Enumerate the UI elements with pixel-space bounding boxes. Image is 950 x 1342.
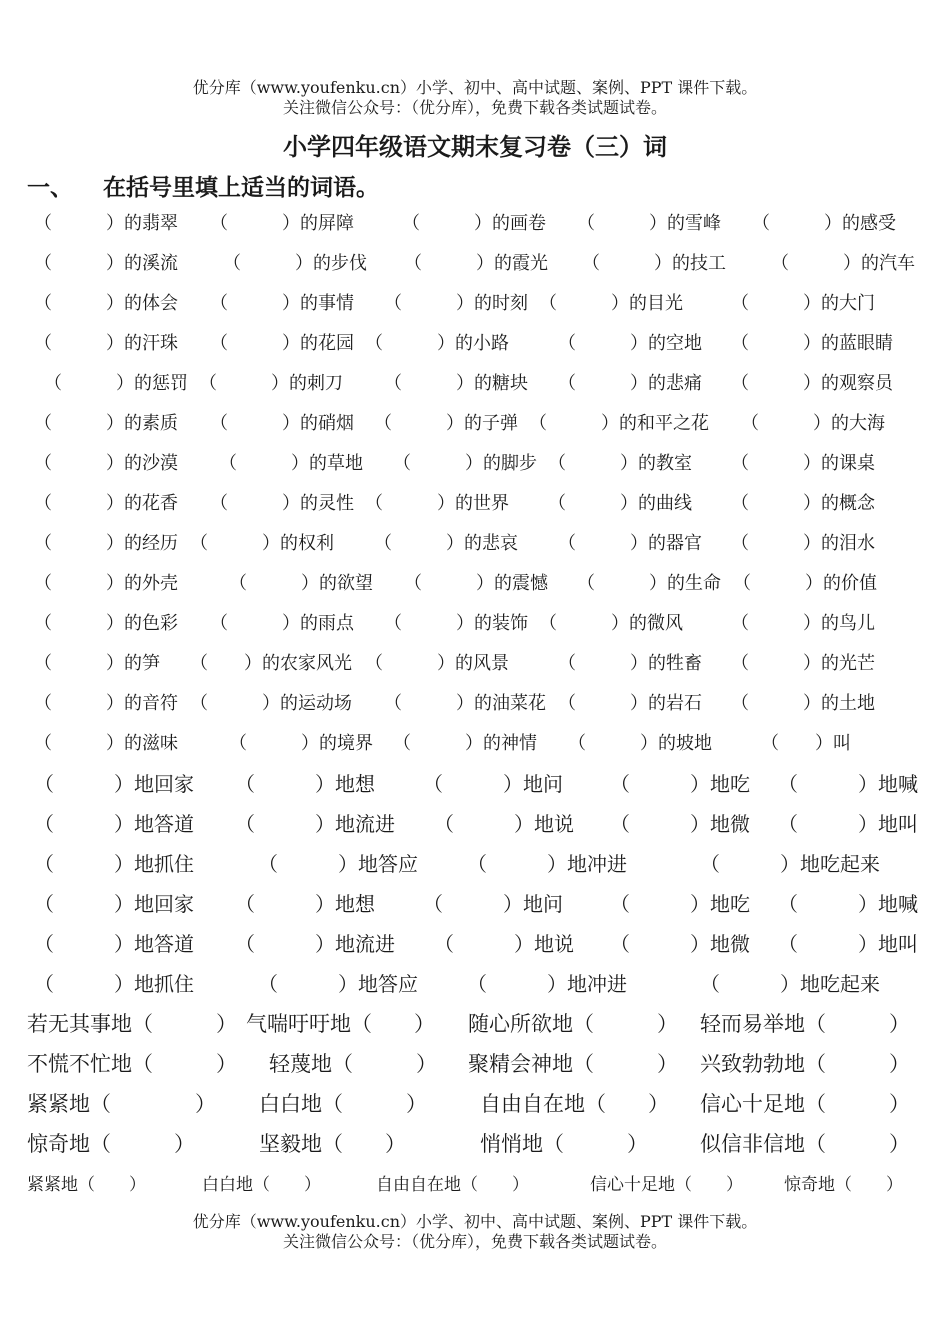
fill-blank-item[interactable]: （ ）的翡翠 xyxy=(34,213,178,234)
fill-blank-item[interactable]: （ ）的教室 xyxy=(548,453,692,474)
fill-blank-item[interactable]: （ ）的岩石 xyxy=(558,693,702,714)
fill-blank-item[interactable]: 信心十足地（ ） xyxy=(700,1092,910,1116)
fill-blank-item[interactable]: （ ）的事情 xyxy=(210,293,354,314)
footer-line-1: 优分库（www.youfenku.cn）小学、初中、高中试题、案例、PPT 课件下载。 xyxy=(192,1212,758,1231)
exercise-row xyxy=(0,1009,950,1039)
fill-blank-item[interactable]: （ ）的土地 xyxy=(731,693,875,714)
fill-blank-item[interactable]: 轻蔑地（ ） xyxy=(269,1052,437,1076)
fill-blank-item[interactable]: （ ）的世界 xyxy=(365,493,509,514)
fill-blank-item[interactable]: （ ）的欲望 xyxy=(229,573,373,594)
fill-blank-item[interactable]: 白白地（ ） xyxy=(202,1175,321,1195)
fill-blank-item[interactable]: （ ）地问 xyxy=(423,892,563,916)
fill-blank-item[interactable]: （ ）地喊 xyxy=(778,772,918,796)
fill-blank-item[interactable]: （ ）地想 xyxy=(235,892,375,916)
exercise-row xyxy=(0,449,950,479)
fill-blank-item[interactable]: 自由自在地（ ） xyxy=(480,1092,669,1116)
exercise-row xyxy=(0,769,950,799)
fill-blank-item[interactable]: （ ）地答道 xyxy=(34,932,194,956)
fill-blank-item[interactable]: （ ）的感受 xyxy=(752,213,896,234)
exercise-row xyxy=(0,409,950,439)
fill-blank-item[interactable]: （ ）的牲畜 xyxy=(558,653,702,674)
fill-blank-item[interactable]: （ ）地吃起来 xyxy=(700,972,880,996)
fill-blank-item[interactable]: （ ）的体会 xyxy=(34,293,178,314)
fill-blank-item[interactable]: （ ）的坡地 xyxy=(568,733,712,754)
fill-blank-item[interactable]: （ ）地流进 xyxy=(235,812,395,836)
fill-blank-item[interactable]: （ ）的屏障 xyxy=(210,213,354,234)
exercise-row xyxy=(0,809,950,839)
exercise-row xyxy=(0,1170,950,1200)
exercise-row xyxy=(0,969,950,999)
section-label: 在括号里填上适当的词语。 xyxy=(103,174,379,201)
fill-blank-item[interactable]: （ ）的脚步 xyxy=(393,453,537,474)
fill-blank-item[interactable]: 随心所欲地（ ） xyxy=(468,1012,678,1036)
fill-blank-item[interactable]: （ ）地喊 xyxy=(778,892,918,916)
fill-blank-item[interactable]: （ ）地吃 xyxy=(610,892,750,916)
fill-blank-item[interactable]: 若无其事地（ ） xyxy=(27,1012,237,1036)
exercise-row xyxy=(0,689,950,719)
fill-blank-item[interactable]: 紧紧地（ ） xyxy=(27,1092,216,1116)
fill-blank-item[interactable]: （ ）的步伐 xyxy=(223,253,367,274)
fill-blank-item[interactable]: （ ）的色彩 xyxy=(34,613,178,634)
fill-blank-item[interactable]: 轻而易举地（ ） xyxy=(700,1012,910,1036)
fill-blank-item[interactable]: （ ）地吃 xyxy=(610,772,750,796)
fill-blank-item[interactable]: （ ）的鸟儿 xyxy=(731,613,875,634)
fill-blank-item[interactable]: 惊奇地（ ） xyxy=(27,1132,195,1156)
exercise-row xyxy=(0,929,950,959)
fill-blank-item[interactable]: （ ）的价值 xyxy=(733,573,877,594)
fill-blank-item[interactable]: （ ）的时刻 xyxy=(384,293,528,314)
exercise-row xyxy=(0,649,950,679)
fill-blank-item[interactable]: （ ）的外壳 xyxy=(34,573,178,594)
fill-blank-item[interactable]: 坚毅地（ ） xyxy=(259,1132,406,1156)
fill-blank-item[interactable]: （ ）地流进 xyxy=(235,932,395,956)
fill-blank-item[interactable]: （ ）的装饰 xyxy=(384,613,528,634)
fill-blank-item[interactable]: （ ）的目光 xyxy=(539,293,683,314)
fill-blank-item[interactable]: （ ）的沙漠 xyxy=(34,453,178,474)
fill-blank-item[interactable]: （ ）的技工 xyxy=(582,253,726,274)
fill-blank-item[interactable]: （ ）的雨点 xyxy=(210,613,354,634)
exercise-row xyxy=(0,849,950,879)
fill-blank-item[interactable]: （ ）的花香 xyxy=(34,493,178,514)
exercise-row xyxy=(0,289,950,319)
fill-blank-item[interactable]: （ ）的刺刀 xyxy=(199,373,343,394)
fill-blank-item[interactable]: 悄悄地（ ） xyxy=(480,1132,648,1156)
fill-blank-item[interactable]: （ ）地说 xyxy=(434,932,574,956)
fill-blank-item[interactable]: （ ）的音符 xyxy=(34,693,178,714)
fill-blank-item[interactable]: （ ）地抓住 xyxy=(34,852,194,876)
fill-blank-item[interactable]: （ ）地答道 xyxy=(34,812,194,836)
fill-blank-item[interactable]: （ ）的经历 xyxy=(34,533,178,554)
fill-blank-item[interactable]: （ ）的和平之花 xyxy=(529,413,709,434)
exercise-row xyxy=(0,1049,950,1079)
fill-blank-item[interactable]: （ ）的大门 xyxy=(731,293,875,314)
header-line-2: 关注微信公众号：（优分库），免费下载各类试题试卷。 xyxy=(282,98,667,117)
fill-blank-item[interactable]: 惊奇地（ ） xyxy=(784,1175,903,1195)
fill-blank-item[interactable]: （ ）的观察员 xyxy=(731,373,893,394)
fill-blank-item[interactable]: （ ）的惩罚 xyxy=(44,373,188,394)
fill-blank-item[interactable]: （ ）的震憾 xyxy=(404,573,548,594)
fill-blank-item[interactable]: （ ）地说 xyxy=(434,812,574,836)
page-title: 小学四年级语文期末复习卷（三）词 xyxy=(283,132,667,161)
fill-blank-item[interactable]: 自由自在地（ ） xyxy=(376,1175,529,1195)
fill-blank-item[interactable]: （ ）的农家风光 xyxy=(190,653,352,674)
fill-blank-item[interactable]: （ ）地回家 xyxy=(34,772,194,796)
fill-blank-item[interactable]: （ ）的概念 xyxy=(731,493,875,514)
fill-blank-item[interactable]: （ ）的泪水 xyxy=(731,533,875,554)
fill-blank-item[interactable]: （ ）的悲哀 xyxy=(374,533,518,554)
fill-blank-item[interactable]: （ ）地问 xyxy=(423,772,563,796)
exercise-row xyxy=(0,729,950,759)
fill-blank-item[interactable]: （ ）的花园 xyxy=(210,333,354,354)
section-number: 一、 xyxy=(27,174,73,201)
exercise-row xyxy=(0,1129,950,1159)
fill-blank-item[interactable]: （ ）地冲进 xyxy=(467,852,627,876)
fill-blank-item[interactable]: （ ）地回家 xyxy=(34,892,194,916)
fill-blank-item[interactable]: （ ）叫 xyxy=(761,733,851,754)
fill-blank-item[interactable]: （ ）的画卷 xyxy=(402,213,546,234)
fill-blank-item[interactable]: （ ）的悲痛 xyxy=(558,373,702,394)
fill-blank-item[interactable]: （ ）的器官 xyxy=(558,533,702,554)
fill-blank-item[interactable]: （ ）的草地 xyxy=(219,453,363,474)
fill-blank-item[interactable]: （ ）的境界 xyxy=(229,733,373,754)
fill-blank-item[interactable]: （ ）的笋 xyxy=(34,653,160,674)
fill-blank-item[interactable]: 似信非信地（ ） xyxy=(700,1132,910,1156)
fill-blank-item[interactable]: 白白地（ ） xyxy=(259,1092,427,1116)
fill-blank-item[interactable]: （ ）地叫 xyxy=(778,812,918,836)
fill-blank-item[interactable]: 聚精会神地（ ） xyxy=(468,1052,678,1076)
fill-blank-item[interactable]: 信心十足地（ ） xyxy=(590,1175,743,1195)
exercise-row xyxy=(0,569,950,599)
fill-blank-item[interactable]: （ ）地答应 xyxy=(258,852,418,876)
exercise-row xyxy=(0,529,950,559)
fill-blank-item[interactable]: （ ）的运动场 xyxy=(190,693,352,714)
exercise-row xyxy=(0,889,950,919)
fill-blank-item[interactable]: （ ）的微风 xyxy=(539,613,683,634)
fill-blank-item[interactable]: （ ）的风景 xyxy=(365,653,509,674)
exercise-row xyxy=(0,329,950,359)
fill-blank-item[interactable]: （ ）的蓝眼睛 xyxy=(731,333,893,354)
fill-blank-item[interactable]: （ ）地想 xyxy=(235,772,375,796)
header-line-1: 优分库（www.youfenku.cn）小学、初中、高中试题、案例、PPT 课件下载。 xyxy=(192,78,758,97)
fill-blank-item[interactable]: 紧紧地（ ） xyxy=(27,1175,146,1195)
fill-blank-item[interactable]: 兴致勃勃地（ ） xyxy=(700,1052,910,1076)
fill-blank-item[interactable]: （ ）的素质 xyxy=(34,413,178,434)
fill-blank-item[interactable]: （ ）的空地 xyxy=(558,333,702,354)
fill-blank-item[interactable]: （ ）地抓住 xyxy=(34,972,194,996)
footer-line-2: 关注微信公众号：（优分库），免费下载各类试题试卷。 xyxy=(282,1232,667,1251)
fill-blank-item[interactable]: （ ）的硝烟 xyxy=(210,413,354,434)
exercise-row xyxy=(0,249,950,279)
fill-blank-item[interactable]: （ ）的汽车 xyxy=(771,253,915,274)
exercise-row xyxy=(0,609,950,639)
fill-blank-item[interactable]: （ ）地吃起来 xyxy=(700,852,880,876)
fill-blank-item[interactable]: （ ）地微 xyxy=(610,932,750,956)
exercise-row xyxy=(0,209,950,239)
exercise-row xyxy=(0,369,950,399)
fill-blank-item[interactable]: （ ）地冲进 xyxy=(467,972,627,996)
fill-blank-item[interactable]: 不慌不忙地（ ） xyxy=(27,1052,237,1076)
fill-blank-item[interactable]: （ ）的灵性 xyxy=(210,493,354,514)
exercise-row xyxy=(0,1089,950,1119)
fill-blank-item[interactable]: （ ）的曲线 xyxy=(548,493,692,514)
fill-blank-item[interactable]: （ ）的大海 xyxy=(741,413,885,434)
section-heading xyxy=(27,169,379,202)
fill-blank-item[interactable]: （ ）的神情 xyxy=(393,733,537,754)
fill-blank-item[interactable]: （ ）的糖块 xyxy=(384,373,528,394)
fill-blank-item[interactable]: （ ）的霞光 xyxy=(404,253,548,274)
fill-blank-item[interactable]: （ ）的汗珠 xyxy=(34,333,178,354)
fill-blank-item[interactable]: （ ）的滋味 xyxy=(34,733,178,754)
fill-blank-item[interactable]: （ ）的油菜花 xyxy=(384,693,546,714)
fill-blank-item[interactable]: （ ）的权利 xyxy=(190,533,334,554)
fill-blank-item[interactable]: 气喘吁吁地（ ） xyxy=(246,1012,435,1036)
fill-blank-item[interactable]: （ ）的生命 xyxy=(577,573,721,594)
exercise-row xyxy=(0,489,950,519)
fill-blank-item[interactable]: （ ）地微 xyxy=(610,812,750,836)
fill-blank-item[interactable]: （ ）的光芒 xyxy=(731,653,875,674)
fill-blank-item[interactable]: （ ）的子弹 xyxy=(374,413,518,434)
fill-blank-item[interactable]: （ ）的课桌 xyxy=(731,453,875,474)
fill-blank-item[interactable]: （ ）地叫 xyxy=(778,932,918,956)
fill-blank-item[interactable]: （ ）的雪峰 xyxy=(577,213,721,234)
fill-blank-item[interactable]: （ ）的小路 xyxy=(365,333,509,354)
fill-blank-item[interactable]: （ ）地答应 xyxy=(258,972,418,996)
fill-blank-item[interactable]: （ ）的溪流 xyxy=(34,253,178,274)
